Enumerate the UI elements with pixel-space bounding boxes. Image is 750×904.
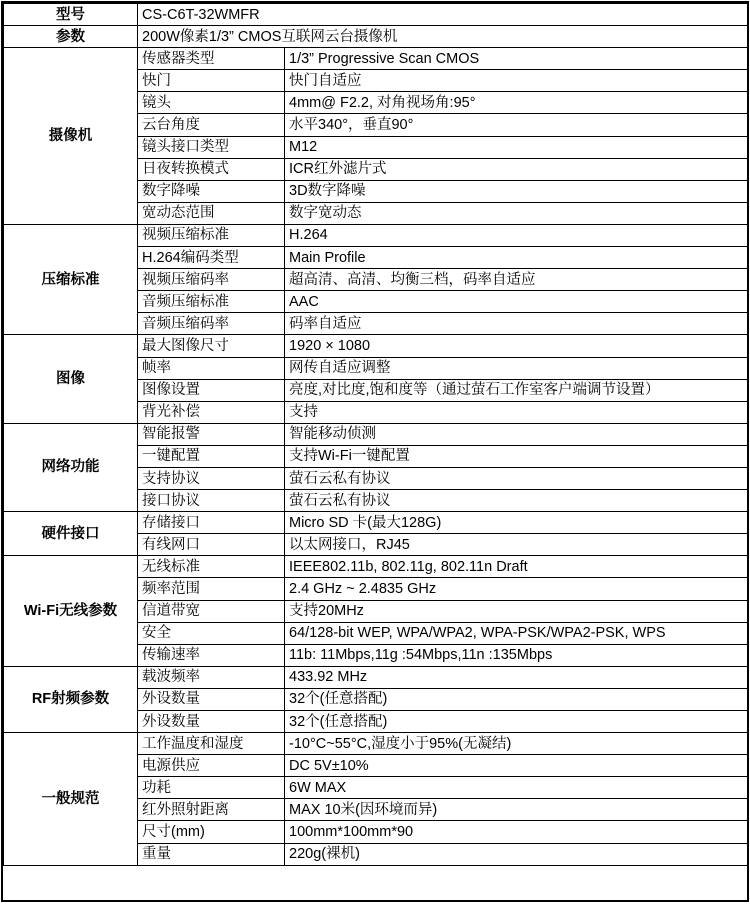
spec-value: 64/128-bit WEP, WPA/WPA2, WPA-PSK/WPA2-PSK, WPS [285, 622, 748, 644]
spec-key: 安全 [138, 622, 285, 644]
model-label: 型号 [4, 4, 138, 26]
spec-key: 镜头接口类型 [138, 136, 285, 158]
spec-key: 存储接口 [138, 512, 285, 534]
spec-key: 有线网口 [138, 534, 285, 556]
spec-value: 网传自适应调整 [285, 357, 748, 379]
spec-value: 以太网接口，RJ45 [285, 534, 748, 556]
table-row [4, 733, 748, 755]
spec-key: 支持协议 [138, 467, 285, 489]
section-label: RF射频参数 [4, 666, 138, 732]
table-row [4, 224, 748, 246]
spec-sheet [1, 1, 749, 902]
spec-value: DC 5V±10% [285, 755, 748, 777]
spec-value: 支持20MHz [285, 600, 748, 622]
spec-key: 无线标准 [138, 556, 285, 578]
spec-key: 外设数量 [138, 688, 285, 710]
spec-key: 接口协议 [138, 490, 285, 512]
spec-value: 支持Wi-Fi一键配置 [285, 445, 748, 467]
spec-key: 传感器类型 [138, 48, 285, 70]
spec-key: 重量 [138, 843, 285, 865]
params-label: 参数 [4, 26, 138, 48]
section-label: 压缩标准 [4, 224, 138, 334]
spec-key: 传输速率 [138, 644, 285, 666]
spec-value: MAX 10米(因环境而异) [285, 799, 748, 821]
spec-key: 图像设置 [138, 379, 285, 401]
params-value: 200W像素1/3” CMOS互联网云台摄像机 [138, 26, 748, 48]
spec-value: 6W MAX [285, 777, 748, 799]
spec-value: 水平340°，垂直90° [285, 114, 748, 136]
spec-value: 100mm*100mm*90 [285, 821, 748, 843]
spec-key: 外设数量 [138, 711, 285, 733]
section-label: 一般规范 [4, 733, 138, 866]
spec-key: 数字降噪 [138, 180, 285, 202]
spec-value: 智能移动侦测 [285, 423, 748, 445]
spec-value: 快门自适应 [285, 70, 748, 92]
section-label: 网络功能 [4, 423, 138, 511]
spec-key: 云台角度 [138, 114, 285, 136]
spec-value: 1/3” Progressive Scan CMOS [285, 48, 748, 70]
spec-key: 背光补偿 [138, 401, 285, 423]
spec-value: 亮度,对比度,饱和度等（通过萤石工作室客户端调节设置） [285, 379, 748, 401]
section-label: 摄像机 [4, 48, 138, 225]
spec-key: 视频压缩标准 [138, 224, 285, 246]
spec-key: 尺寸(mm) [138, 821, 285, 843]
spec-value: 萤石云私有协议 [285, 490, 748, 512]
spec-key: 工作温度和湿度 [138, 733, 285, 755]
spec-key: 智能报警 [138, 423, 285, 445]
spec-key: 一键配置 [138, 445, 285, 467]
spec-value: 1920 × 1080 [285, 335, 748, 357]
spec-table-body [4, 4, 748, 866]
spec-value: AAC [285, 291, 748, 313]
spec-key: 功耗 [138, 777, 285, 799]
spec-value: Main Profile [285, 247, 748, 269]
spec-key: 音频压缩码率 [138, 313, 285, 335]
spec-value: Micro SD 卡(最大128G) [285, 512, 748, 534]
spec-value: 32个(任意搭配) [285, 688, 748, 710]
spec-value: 萤石云私有协议 [285, 467, 748, 489]
spec-key: 快门 [138, 70, 285, 92]
spec-key: 信道带宽 [138, 600, 285, 622]
spec-key: 音频压缩标准 [138, 291, 285, 313]
spec-value: 数字宽动态 [285, 202, 748, 224]
params-row [4, 26, 748, 48]
spec-key: 频率范围 [138, 578, 285, 600]
spec-value: 码率自适应 [285, 313, 748, 335]
spec-value: H.264 [285, 224, 748, 246]
spec-key: 帧率 [138, 357, 285, 379]
spec-value: -10°C~55°C,湿度小于95%(无凝结) [285, 733, 748, 755]
spec-key: 载波频率 [138, 666, 285, 688]
section-label: 图像 [4, 335, 138, 423]
spec-key: 日夜转换模式 [138, 158, 285, 180]
table-row [4, 423, 748, 445]
section-label: 硬件接口 [4, 512, 138, 556]
spec-value: 4mm@ F2.2, 对角视场角:95° [285, 92, 748, 114]
spec-key: H.264编码类型 [138, 247, 285, 269]
spec-value: ICR红外滤片式 [285, 158, 748, 180]
spec-key: 镜头 [138, 92, 285, 114]
spec-value: M12 [285, 136, 748, 158]
spec-table [3, 3, 748, 866]
spec-key: 电源供应 [138, 755, 285, 777]
table-row [4, 666, 748, 688]
spec-value: IEEE802.11b, 802.11g, 802.11n Draft [285, 556, 748, 578]
spec-key: 红外照射距离 [138, 799, 285, 821]
table-row [4, 512, 748, 534]
table-row [4, 48, 748, 70]
spec-value: 超高清、高清、均衡三档，码率自适应 [285, 269, 748, 291]
table-row [4, 556, 748, 578]
model-row [4, 4, 748, 26]
section-label: Wi-Fi无线参数 [4, 556, 138, 666]
spec-value: 3D数字降噪 [285, 180, 748, 202]
model-value: CS-C6T-32WMFR [138, 4, 748, 26]
spec-value: 220g(裸机) [285, 843, 748, 865]
spec-key: 宽动态范围 [138, 202, 285, 224]
spec-value: 32个(任意搭配) [285, 711, 748, 733]
spec-value: 支持 [285, 401, 748, 423]
spec-key: 视频压缩码率 [138, 269, 285, 291]
spec-value: 11b: 11Mbps,11g :54Mbps,11n :135Mbps [285, 644, 748, 666]
table-row [4, 335, 748, 357]
spec-key: 最大图像尺寸 [138, 335, 285, 357]
spec-value: 2.4 GHz ~ 2.4835 GHz [285, 578, 748, 600]
spec-value: 433.92 MHz [285, 666, 748, 688]
